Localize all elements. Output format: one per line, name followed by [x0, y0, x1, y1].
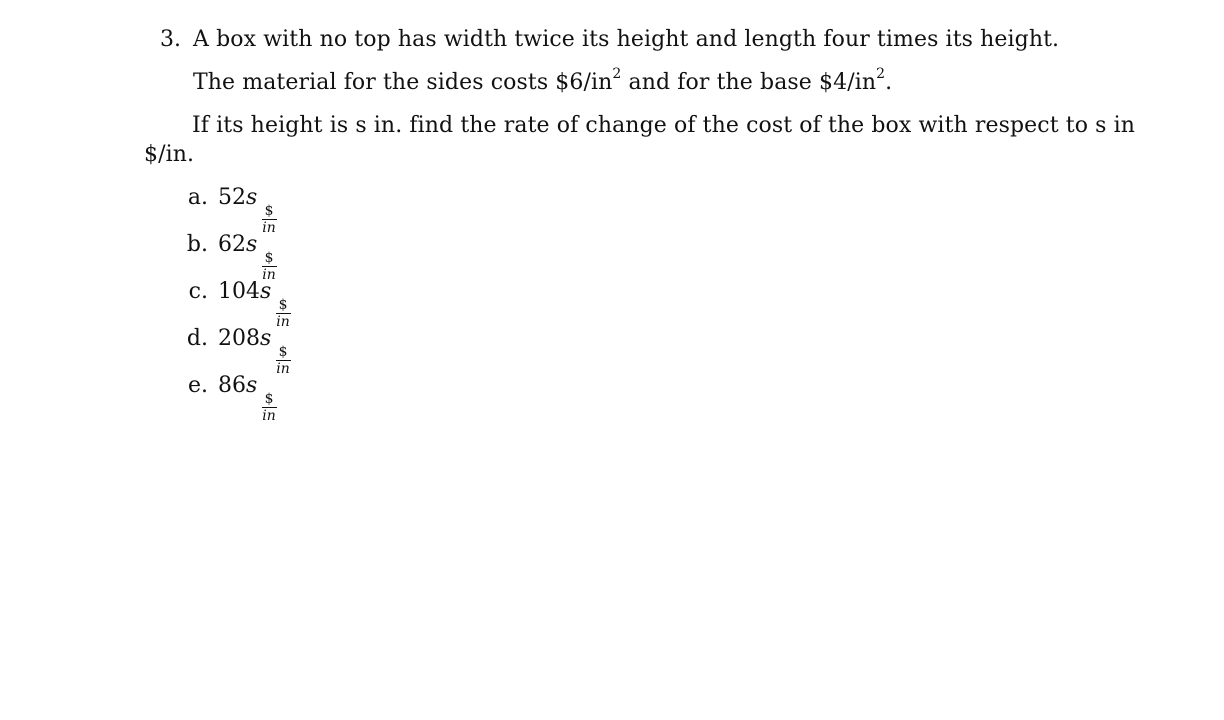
choice-coefficient: 104 [218, 279, 260, 304]
choice-letter: e. [187, 373, 208, 398]
choice-a[interactable] [176, 183, 279, 235]
choice-d[interactable] [176, 324, 293, 376]
choice-variable: s [246, 232, 258, 257]
exponent-base: 2 [876, 65, 886, 82]
choice-letter: b. [186, 232, 208, 257]
choice-b[interactable] [176, 230, 279, 282]
choice-variable: s [246, 185, 258, 210]
question-line-2-text-c: . [885, 70, 893, 95]
choice-variable: s [260, 279, 272, 304]
choice-variable: s [246, 373, 258, 398]
unit-denominator: in [276, 361, 290, 377]
unit-numerator: $ [276, 298, 291, 314]
question-line-2-text-b: and for the base $4/in [621, 70, 877, 95]
unit-numerator: $ [262, 392, 277, 408]
choice-e[interactable] [176, 371, 279, 423]
question-line-1: A box with no top has width twice its height and length four times its height. [193, 27, 1060, 52]
choice-letter: c. [188, 279, 208, 304]
unit-denominator: in [276, 314, 290, 330]
choice-c[interactable] [176, 277, 293, 329]
unit-denominator: in [262, 220, 276, 236]
question-line-2 [193, 65, 893, 97]
choice-coefficient: 62 [218, 232, 246, 257]
unit-denominator: in [262, 408, 276, 424]
choice-variable: s [260, 326, 272, 351]
question-number: 3. [160, 27, 181, 52]
unit-numerator: $ [262, 251, 277, 267]
exponent-sides: 2 [612, 65, 622, 82]
unit-fraction [259, 392, 279, 423]
choice-coefficient: 208 [218, 326, 260, 351]
choice-coefficient: 86 [218, 373, 246, 398]
unit-denominator: in [262, 267, 276, 283]
unit-numerator: $ [276, 345, 291, 361]
choice-coefficient: 52 [218, 185, 246, 210]
question-line-4: $/in. [144, 142, 195, 167]
choice-letter: a. [187, 185, 208, 210]
question-line-3: If its height is s in. find the rate of change of the cost of the box with respect to s in [192, 113, 1136, 138]
question-line-2-text-a: The material for the sides costs $6/in [193, 70, 613, 95]
choice-letter: d. [186, 326, 208, 351]
unit-numerator: $ [262, 204, 277, 220]
